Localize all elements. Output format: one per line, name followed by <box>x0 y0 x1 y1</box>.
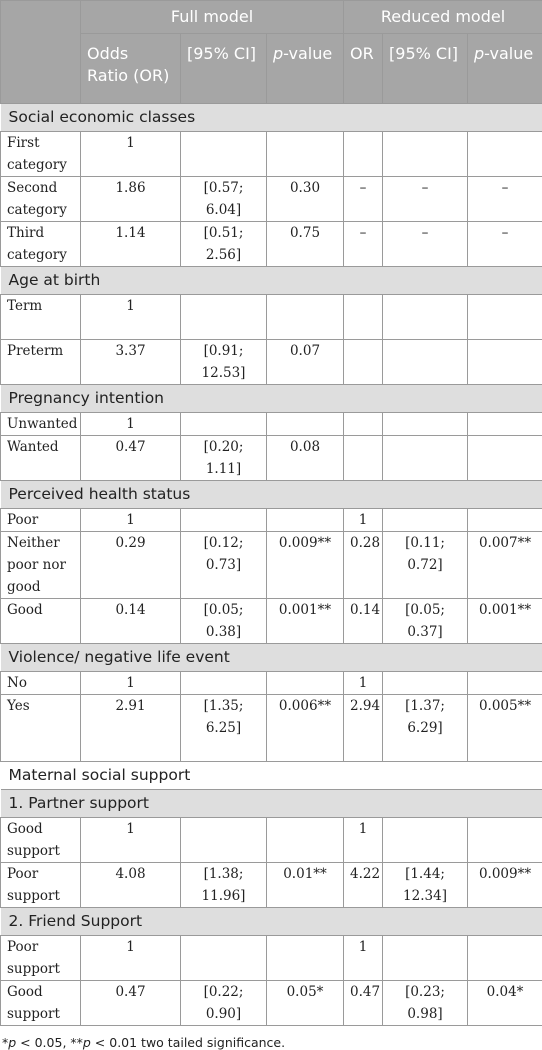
full-p-cell <box>267 818 344 863</box>
table-row <box>1 532 542 599</box>
table-row <box>1 695 542 762</box>
full-or-cell: 1 <box>81 818 181 863</box>
full-ci-cell <box>181 936 267 981</box>
full-p-cell <box>267 295 344 340</box>
section-header-row <box>1 644 542 672</box>
table-row <box>1 818 542 863</box>
section-header-row <box>1 267 542 295</box>
reduced-ci-cell: [1.37; 6.29] <box>383 695 468 762</box>
full-ci-cell: [0.57; 6.04] <box>181 177 267 222</box>
table-row <box>1 863 542 908</box>
row-label-cell: Wanted <box>1 436 81 481</box>
reduced-or-cell: 4.22 <box>344 863 383 908</box>
full-p-cell: 0.009** <box>267 532 344 599</box>
reduced-or-cell: 0.14 <box>344 599 383 644</box>
row-label-cell: No <box>1 672 81 695</box>
reduced-p-cell <box>468 672 542 695</box>
section-header-row <box>1 481 542 509</box>
reduced-p-cell <box>468 295 542 340</box>
full-ci-cell <box>181 295 267 340</box>
full-or-cell: 4.08 <box>81 863 181 908</box>
row-label-cell: Poor support <box>1 936 81 981</box>
section-title: Pregnancy intention <box>1 385 542 413</box>
reduced-ci-cell: [0.11; 0.72] <box>383 532 468 599</box>
full-ci-cell: [0.22; 0.90] <box>181 981 267 1026</box>
reduced-or-header: OR <box>344 34 383 104</box>
reduced-ci-cell <box>383 936 468 981</box>
table-row <box>1 132 542 177</box>
full-ci-cell: [0.20; 1.11] <box>181 436 267 481</box>
full-p-cell: 0.07 <box>267 340 344 385</box>
full-p-cell <box>267 132 344 177</box>
full-or-cell: 1 <box>81 413 181 436</box>
table-body <box>1 104 542 1026</box>
table-row <box>1 436 542 481</box>
full-p-cell <box>267 672 344 695</box>
reduced-p-cell: 0.007** <box>468 532 542 599</box>
reduced-or-cell: – <box>344 222 383 267</box>
reduced-ci-cell <box>383 509 468 532</box>
full-ci-cell <box>181 672 267 695</box>
section-header-row <box>1 104 542 132</box>
reduced-p-cell <box>468 936 542 981</box>
table-row <box>1 177 542 222</box>
reduced-or-cell: 0.47 <box>344 981 383 1026</box>
full-model-header: Full model <box>81 1 344 34</box>
reduced-p-cell <box>468 132 542 177</box>
section-header-row <box>1 790 542 818</box>
section-title: 1. Partner support <box>1 790 542 818</box>
table-row <box>1 672 542 695</box>
reduced-or-cell: 1 <box>344 818 383 863</box>
reduced-ci-cell: [0.05; 0.37] <box>383 599 468 644</box>
full-ci-cell: [1.38; 11.96] <box>181 863 267 908</box>
table-row <box>1 340 542 385</box>
reduced-ci-cell: [1.44; 12.34] <box>383 863 468 908</box>
section-title: Age at birth <box>1 267 542 295</box>
table-header <box>1 1 542 104</box>
section-header-row <box>1 908 542 936</box>
full-p-cell <box>267 509 344 532</box>
row-label-cell: Third category <box>1 222 81 267</box>
reduced-ci-cell <box>383 413 468 436</box>
table-row <box>1 599 542 644</box>
reduced-p-cell <box>468 509 542 532</box>
section-header-row <box>1 385 542 413</box>
row-label-cell: Poor support <box>1 863 81 908</box>
full-ci-cell: [0.12; 0.73] <box>181 532 267 599</box>
full-p-cell <box>267 936 344 981</box>
reduced-or-cell <box>344 295 383 340</box>
row-label-cell: Yes <box>1 695 81 762</box>
row-label-cell: First category <box>1 132 81 177</box>
full-or-cell: 1 <box>81 295 181 340</box>
full-p-cell: 0.001** <box>267 599 344 644</box>
reduced-p-cell: 0.001** <box>468 599 542 644</box>
reduced-or-cell <box>344 340 383 385</box>
reduced-or-cell <box>344 413 383 436</box>
reduced-model-header: Reduced model <box>344 1 542 34</box>
reduced-ci-header: [95% CI] <box>383 34 468 104</box>
reduced-or-cell <box>344 436 383 481</box>
table-row <box>1 509 542 532</box>
table-row <box>1 413 542 436</box>
full-p-header: p-value <box>267 34 344 104</box>
reduced-or-cell <box>344 132 383 177</box>
reduced-p-cell: – <box>468 177 542 222</box>
table-row <box>1 222 542 267</box>
reduced-ci-cell <box>383 295 468 340</box>
reduced-p-cell <box>468 413 542 436</box>
reduced-or-cell: 1 <box>344 509 383 532</box>
full-or-cell: 1 <box>81 936 181 981</box>
full-or-cell: 1.14 <box>81 222 181 267</box>
reduced-ci-cell <box>383 818 468 863</box>
reduced-ci-cell <box>383 132 468 177</box>
section-title: 2. Friend Support <box>1 908 542 936</box>
full-or-cell: 1 <box>81 672 181 695</box>
full-or-cell: 0.14 <box>81 599 181 644</box>
reduced-ci-cell <box>383 436 468 481</box>
full-p-cell: 0.30 <box>267 177 344 222</box>
section-title: Violence/ negative life event <box>1 644 542 672</box>
full-ci-cell <box>181 413 267 436</box>
full-ci-cell: [0.05; 0.38] <box>181 599 267 644</box>
full-or-cell: 1.86 <box>81 177 181 222</box>
row-label-cell: Poor <box>1 509 81 532</box>
row-label-cell: Unwanted <box>1 413 81 436</box>
full-p-cell <box>267 413 344 436</box>
reduced-p-cell: 0.009** <box>468 863 542 908</box>
full-p-cell: 0.05* <box>267 981 344 1026</box>
section-title: Maternal social support <box>1 762 542 790</box>
reduced-ci-cell <box>383 672 468 695</box>
reduced-or-cell: 2.94 <box>344 695 383 762</box>
full-or-cell: 0.47 <box>81 436 181 481</box>
full-or-cell: 1 <box>81 509 181 532</box>
reduced-or-cell: – <box>344 177 383 222</box>
row-label-cell: Good support <box>1 818 81 863</box>
full-ci-cell: [1.35; 6.25] <box>181 695 267 762</box>
row-label-cell: Second category <box>1 177 81 222</box>
header-corner <box>1 1 81 104</box>
full-or-cell: 0.29 <box>81 532 181 599</box>
full-ci-cell <box>181 818 267 863</box>
reduced-ci-cell: [0.23; 0.98] <box>383 981 468 1026</box>
full-or-cell: 1 <box>81 132 181 177</box>
reduced-p-header: p-value <box>468 34 542 104</box>
row-label-cell: Term <box>1 295 81 340</box>
reduced-p-cell <box>468 340 542 385</box>
section-title: Social economic classes <box>1 104 542 132</box>
reduced-or-cell: 0.28 <box>344 532 383 599</box>
full-p-cell: 0.006** <box>267 695 344 762</box>
section-header-row <box>1 762 542 790</box>
reduced-p-cell <box>468 436 542 481</box>
reduced-ci-cell: – <box>383 177 468 222</box>
full-or-cell: 2.91 <box>81 695 181 762</box>
table-row <box>1 295 542 340</box>
full-or-cell: 3.37 <box>81 340 181 385</box>
row-label-cell: Neither poor nor good <box>1 532 81 599</box>
reduced-p-cell: – <box>468 222 542 267</box>
reduced-ci-cell: – <box>383 222 468 267</box>
table-row <box>1 981 542 1026</box>
row-label-cell: Preterm <box>1 340 81 385</box>
full-or-cell: 0.47 <box>81 981 181 1026</box>
full-or-header: Odds Ratio (OR) <box>81 34 181 104</box>
reduced-p-cell <box>468 818 542 863</box>
full-ci-header: [95% CI] <box>181 34 267 104</box>
reduced-or-cell: 1 <box>344 936 383 981</box>
full-p-cell: 0.75 <box>267 222 344 267</box>
table-row <box>1 936 542 981</box>
reduced-ci-cell <box>383 340 468 385</box>
row-label-cell: Good support <box>1 981 81 1026</box>
full-ci-cell: [0.51; 2.56] <box>181 222 267 267</box>
full-p-cell: 0.01** <box>267 863 344 908</box>
full-ci-cell <box>181 509 267 532</box>
reduced-p-cell: 0.04* <box>468 981 542 1026</box>
reduced-or-cell: 1 <box>344 672 383 695</box>
full-p-cell: 0.08 <box>267 436 344 481</box>
row-label-cell: Good <box>1 599 81 644</box>
full-ci-cell <box>181 132 267 177</box>
full-ci-cell: [0.91; 12.53] <box>181 340 267 385</box>
footnote: *p < 0.05, **p < 0.01 two tailed significance. <box>0 1026 542 1050</box>
reduced-p-cell: 0.005** <box>468 695 542 762</box>
section-title: Perceived health status <box>1 481 542 509</box>
